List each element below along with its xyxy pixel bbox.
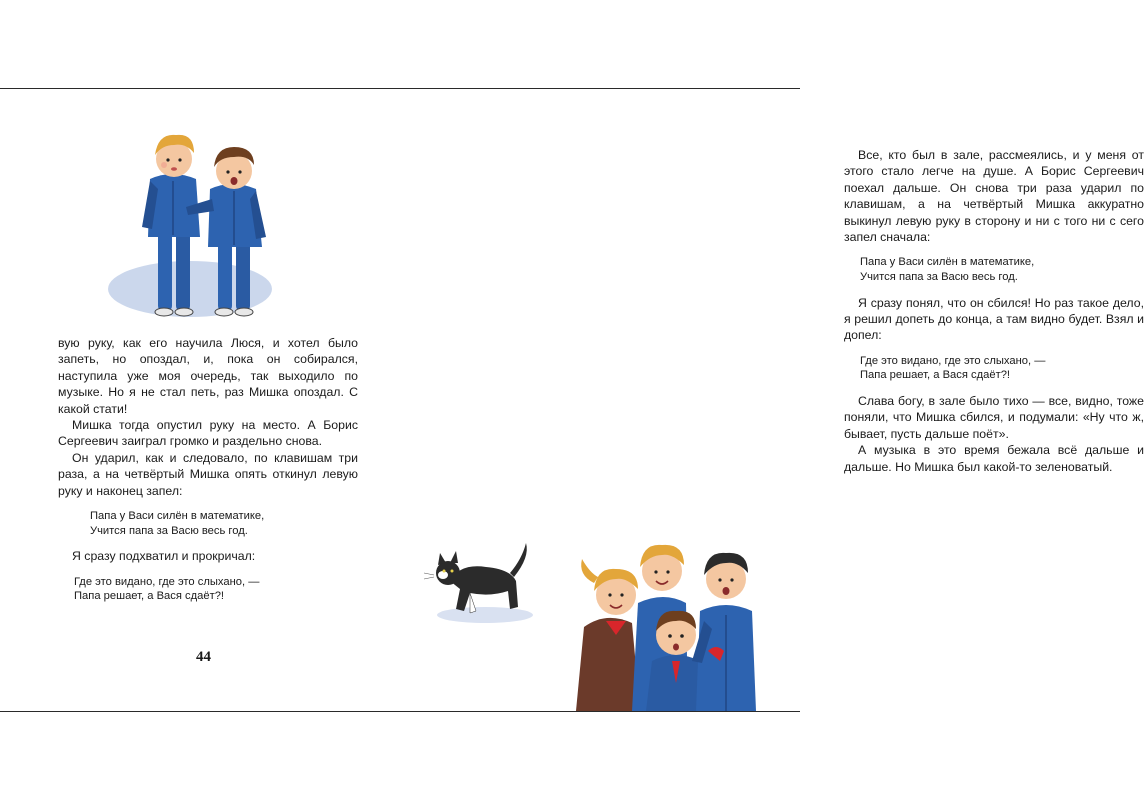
paragraph: Он ударил, как и следовало, по клавишам три раза, а на четвёртый Мишка опять откинул левую руку и наконец запел:	[58, 450, 358, 498]
verse-line: Где это видано, где это слыхано, —	[860, 354, 1046, 367]
verse-block	[844, 255, 1144, 284]
verse-line: Учится папа за Васю весь год.	[90, 524, 248, 537]
right-page-text	[844, 147, 1144, 475]
verse-line: Учится папа за Васю весь год.	[860, 271, 1018, 284]
right-page	[400, 89, 1144, 711]
group-of-children-illustration	[576, 511, 796, 711]
two-boys-singing-illustration	[100, 119, 300, 319]
black-cat-illustration	[430, 537, 540, 627]
left-page-text	[58, 335, 358, 614]
paragraph: Слава богу, в зале было тихо — все, видно, тоже поняли, что Мишка сбился, и подумали: «Ну что ж, бывает, пусть дальше поёт».	[844, 394, 1144, 441]
verse-line: Папа у Васи силён в математике,	[860, 256, 1035, 269]
verse-line: Папа решает, а Вася сдаёт?!	[74, 590, 225, 603]
paragraph: Я сразу понял, что он сбился! Но раз такое дело, я решил допеть до конца, а там видно будет. Взял и допел:	[844, 295, 1144, 343]
paragraph: Все, кто был в зале, рассмеялись, и у меня от этого стало легче на душе. А Борис Сергеевич поехал дальше. Он снова три раза ударил по клавишам, а на четвёртый Мишка аккуратно выкинул левую руку в сторону и ни с того ни с сего запел сначала:	[844, 148, 1144, 245]
left-page	[0, 89, 400, 711]
verse-block	[58, 575, 358, 604]
verse-line: Где это видано, где это слыхано, —	[74, 575, 260, 588]
paragraph: вую руку, как его научила Люся, и хотел было запеть, но опоздал, и, пока он собирался, наступила уже моя очередь, так выходило по музыке. Но я не стал петь, раз Мишка опоздал. С какой стати!	[58, 336, 358, 416]
paragraph: Мишка тогда опустил руку на место. А Борис Сергеевич заиграл громко и раздельно снова.	[58, 418, 358, 449]
paragraph: А музыка в это время бежала всё дальше и дальше. Но Мишка был какой-то зеленоватый.	[844, 443, 1144, 474]
book-spread	[0, 88, 1144, 712]
verse-line: Папа у Васи силён в математике,	[90, 510, 265, 523]
verse-line: Папа решает, а Вася сдаёт?!	[860, 369, 1011, 382]
verse-block	[58, 509, 358, 538]
verse-block	[844, 354, 1144, 383]
paragraph: Я сразу подхватил и прокричал:	[72, 549, 256, 564]
page-number: 44	[196, 649, 211, 665]
